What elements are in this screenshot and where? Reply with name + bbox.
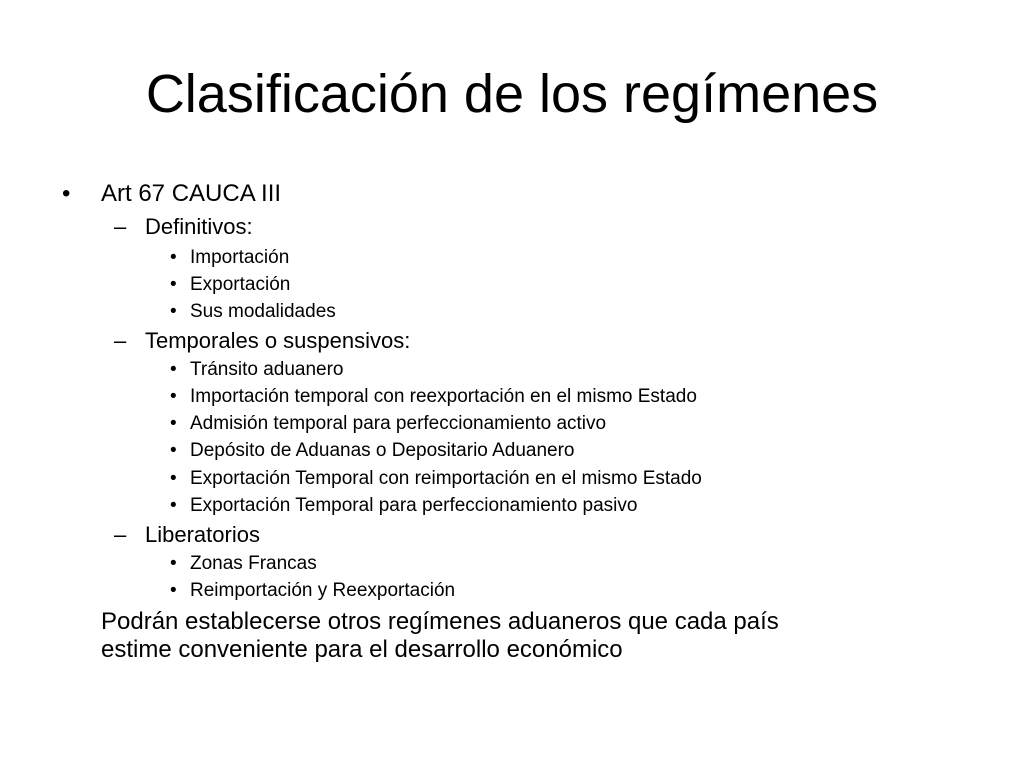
- bullet-level3: Zonas Francas: [190, 553, 317, 574]
- bullet-marker: •: [170, 274, 177, 295]
- bullet-level3: Exportación Temporal para perfeccionamiento pasivo: [190, 495, 638, 516]
- bullet-marker: •: [170, 413, 177, 434]
- bullet-marker: •: [170, 495, 177, 516]
- dash-marker: –: [114, 328, 127, 353]
- bullet-marker: •: [170, 440, 177, 461]
- dash-marker: –: [114, 214, 127, 239]
- bullet-level1: Art 67 CAUCA III: [101, 180, 282, 207]
- bullet-level2: Definitivos:: [145, 214, 253, 239]
- bullet-level3: Importación temporal con reexportación en el mismo Estado: [190, 386, 697, 407]
- dash-marker: –: [114, 522, 127, 547]
- closing-note-line: Podrán establecerse otros regímenes aduaneros que cada país: [101, 608, 779, 635]
- bullet-level3: Sus modalidades: [190, 301, 336, 322]
- bullet-level3: Exportación Temporal con reimportación en el mismo Estado: [190, 468, 702, 489]
- bullet-marker: •: [170, 553, 177, 574]
- bullet-marker: •: [170, 301, 177, 322]
- bullet-level2: Temporales o suspensivos:: [145, 328, 411, 353]
- bullet-level3: Reimportación y Reexportación: [190, 580, 456, 601]
- bullet-level3: Depósito de Aduanas o Depositario Aduanero: [190, 440, 575, 461]
- bullet-level3: Admisión temporal para perfeccionamiento activo: [190, 413, 607, 434]
- bullet-marker: •: [170, 386, 177, 407]
- bullet-level3: Tránsito aduanero: [190, 359, 344, 380]
- bullet-level3: Exportación: [190, 274, 291, 295]
- bullet-marker: •: [170, 580, 177, 601]
- bullet-marker: •: [62, 180, 71, 207]
- closing-note-line: estime conveniente para el desarrollo económico: [101, 636, 623, 663]
- bullet-level3: Importación: [190, 247, 290, 268]
- bullet-marker: •: [170, 468, 177, 489]
- bullet-marker: •: [170, 247, 177, 268]
- bullet-level2: Liberatorios: [145, 522, 260, 547]
- bullet-marker: •: [170, 359, 177, 380]
- slide-title: Clasificación de los regímenes: [145, 64, 879, 124]
- closing-note: [101, 608, 779, 664]
